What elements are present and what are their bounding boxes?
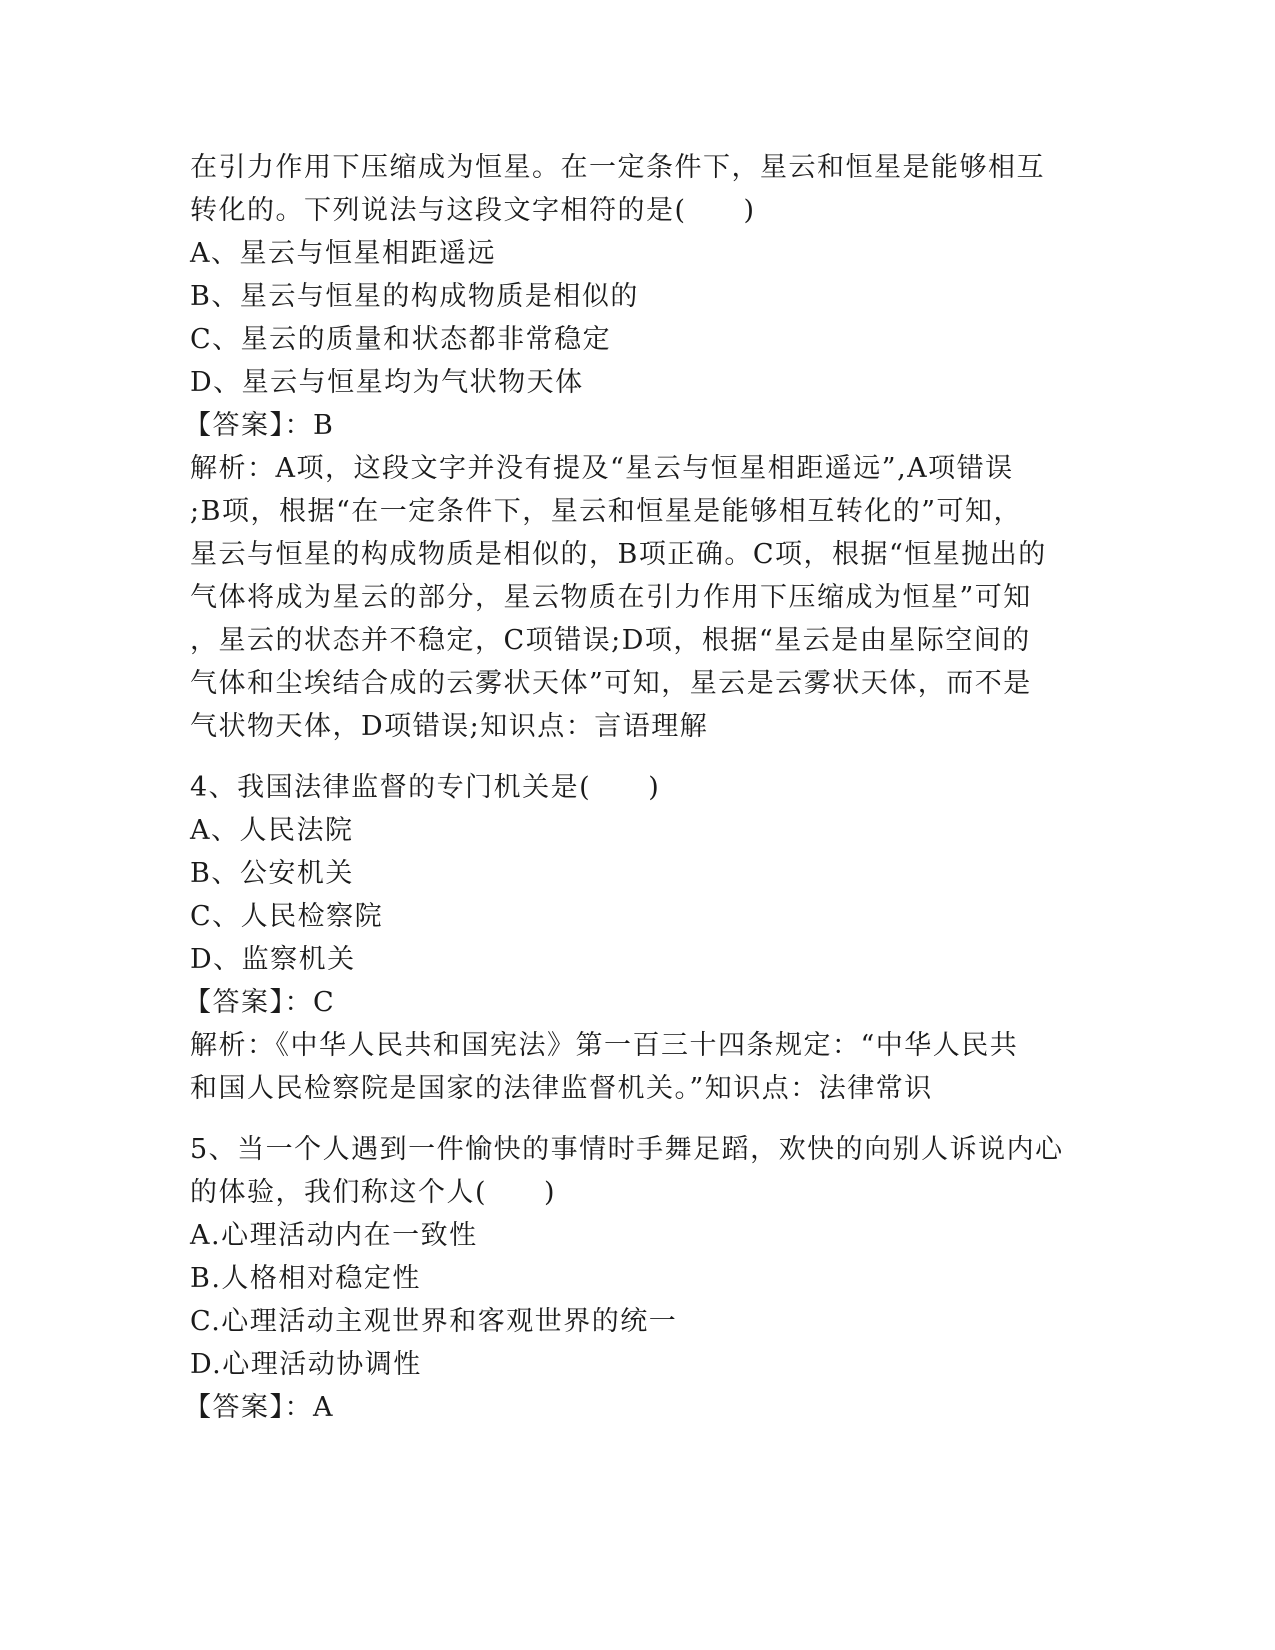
question-5-option-d: D.心理活动协调性 bbox=[190, 1349, 422, 1380]
question-3-analysis-line-1: 解析：A项，这段文字并没有提及“星云与恒星相距遥远”,A项错误 bbox=[190, 453, 1014, 484]
question-4-answer: 【答案】：C bbox=[184, 987, 336, 1018]
question-3-answer: 【答案】：B bbox=[184, 410, 335, 441]
question-3-analysis-line-7: 气状物天体，D项错误;知识点：言语理解 bbox=[190, 711, 709, 742]
question-4-analysis-line-2: 和国人民检察院是国家的法律监督机关。”知识点：法律常识 bbox=[190, 1073, 933, 1104]
question-3-option-b: B、星云与恒星的构成物质是相似的 bbox=[190, 281, 639, 312]
question-5-stem-line-2: 的体验，我们称这个人( ) bbox=[190, 1177, 557, 1208]
question-4-analysis-line-1: 解析：《中华人民共和国宪法》第一百三十四条规定：“中华人民共 bbox=[190, 1030, 1019, 1061]
section-gap bbox=[190, 748, 1090, 766]
question-3-analysis-line-4: 气体将成为星云的部分，星云物质在引力作用下压缩成为恒星”可知 bbox=[190, 582, 1032, 613]
question-3-analysis-line-5: ，星云的状态并不稳定，C项错误;D项，根据“星云是由星际空间的 bbox=[190, 625, 1031, 656]
question-5-answer: 【答案】：A bbox=[184, 1392, 334, 1423]
question-3-option-d: D、星云与恒星均为气状物天体 bbox=[190, 367, 584, 398]
document-page bbox=[184, 146, 1090, 1429]
question-4-option-d: D、监察机关 bbox=[190, 944, 356, 975]
question-3-block bbox=[184, 146, 1090, 748]
question-4-option-b: B、公安机关 bbox=[190, 858, 354, 889]
question-3-analysis-line-2: ;B项，根据“在一定条件下，星云和恒星是能够相互转化的”可知， bbox=[190, 496, 1023, 527]
question-5-option-b: B.人格相对稳定性 bbox=[190, 1263, 421, 1294]
question-3-option-c: C、星云的质量和状态都非常稳定 bbox=[190, 324, 612, 355]
section-gap bbox=[190, 1110, 1090, 1128]
question-5-block bbox=[184, 1128, 1090, 1429]
question-5-stem-line-1: 5、当一个人遇到一件愉快的事情时手舞足蹈，欢快的向别人诉说内心 bbox=[190, 1134, 1064, 1165]
question-4-stem: 4、我国法律监督的专门机关是( ) bbox=[190, 772, 661, 803]
question-4-block bbox=[184, 766, 1090, 1110]
question-5-option-a: A.心理活动内在一致性 bbox=[190, 1220, 478, 1251]
question-5-option-c: C.心理活动主观世界和客观世界的统一 bbox=[190, 1306, 678, 1337]
question-3-stem-line-1: 在引力作用下压缩成为恒星。在一定条件下，星云和恒星是能够相互 bbox=[190, 152, 1045, 183]
question-3-stem-line-2: 转化的。下列说法与这段文字相符的是( ) bbox=[190, 195, 756, 226]
question-3-analysis-line-6: 气体和尘埃结合成的云雾状天体”可知，星云是云雾状天体，而不是 bbox=[190, 668, 1032, 699]
question-4-option-c: C、人民检察院 bbox=[190, 901, 384, 932]
question-4-option-a: A、人民法院 bbox=[190, 815, 354, 846]
question-3-option-a: A、星云与恒星相距遥远 bbox=[190, 238, 496, 269]
question-3-analysis-line-3: 星云与恒星的构成物质是相似的，B项正确。C项，根据“恒星抛出的 bbox=[190, 539, 1047, 570]
